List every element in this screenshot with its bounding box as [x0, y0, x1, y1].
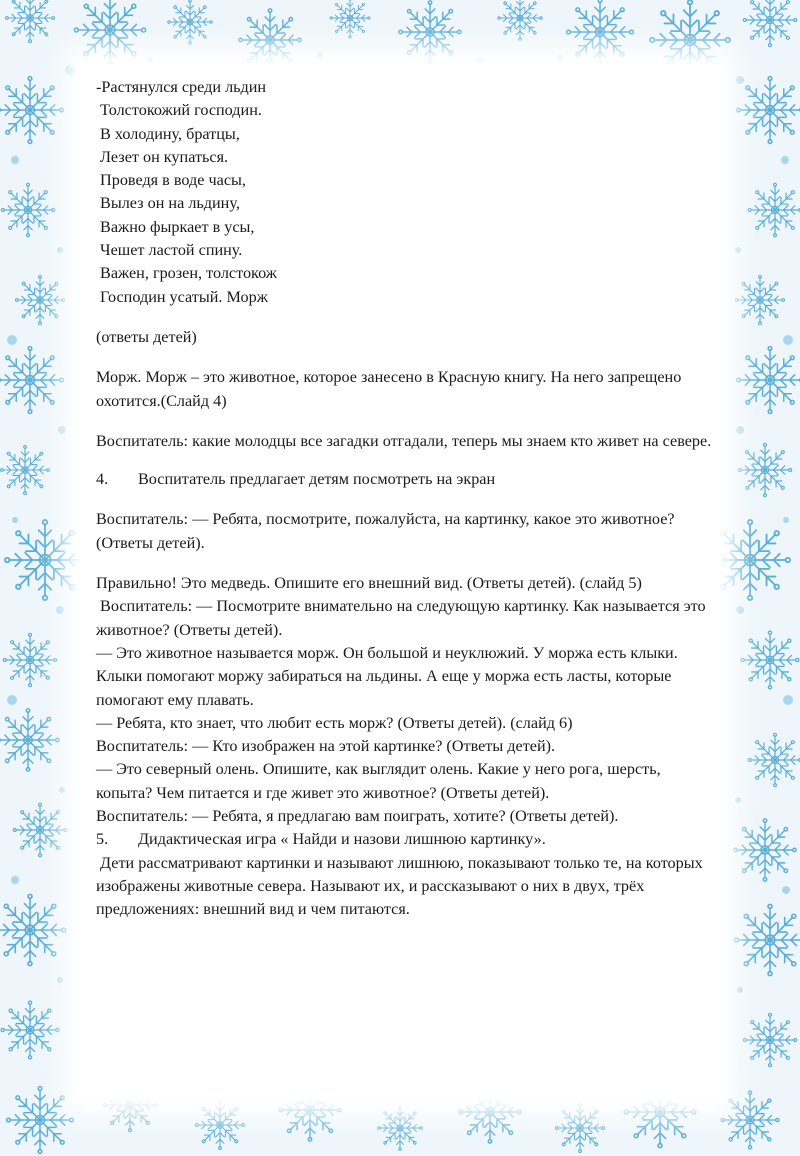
snowflake-icon [399, 1, 461, 63]
snowflake-icon [710, 520, 790, 600]
snowflake-icon [13, 803, 66, 856]
document-content [96, 76, 712, 922]
snow-dot [7, 695, 17, 705]
dialogue-line: — Ребята, кто знает, что любит есть морж? (Ответы детей). (слайд 6) [96, 713, 573, 732]
step-number: 5. [96, 830, 109, 849]
poem-line: -Растянулся среди льдин [96, 78, 267, 96]
snowflake-icon [738, 443, 791, 496]
snowflake-icon [3, 633, 56, 686]
poem-line: Важно фыркает в усы, [96, 217, 255, 236]
snow-dot [11, 876, 19, 884]
snow-dot [57, 247, 63, 253]
dialogue-line: Воспитатель: — Кто изображен на этой картинке? (Ответы детей). [96, 737, 556, 756]
poem-line: Чешет ластой спину. [96, 241, 243, 260]
answers-note: (ответы детей) [96, 327, 197, 346]
step-4 [96, 468, 712, 491]
teacher-riddles-remark: Воспитатель: какие молодцы все загадки отгадали, теперь мы знаем кто живет на севере. [96, 431, 712, 450]
snowflake-icon [741, 631, 799, 689]
snow-dot [735, 797, 741, 803]
snow-dot [783, 335, 793, 345]
poem-line: В холодину, братцы, [96, 124, 240, 143]
snowflake-icon [556, 1104, 605, 1153]
snowflake-icon [743, 1013, 796, 1066]
snow-dot [59, 787, 65, 793]
dialogue-block [96, 572, 712, 828]
snow-dot [781, 156, 789, 164]
snow-dot [783, 695, 793, 705]
poem-line: Лезет он купаться. [96, 147, 229, 166]
dialogue-line: — Это животное называется морж. Он большой и неуклюжий. У моржа есть клыки. Клыки помогают моржу забираться на льдины. А еще у моржа есть ласты, которые помогают ему плавать. [96, 643, 678, 709]
snowflake-icon [1, 446, 50, 495]
poem-line: Господин усатый. Морж [96, 287, 268, 306]
snowflake-icon [16, 276, 65, 325]
teacher-picture-question: Воспитатель: — Ребята, посмотрите, пожалуйста, на картинку, какое это животное?(Ответы детей). [96, 510, 675, 552]
snowflake-icon [168, 0, 213, 44]
snow-dot [317, 52, 323, 58]
poem-line: Вылез он на льдину, [96, 194, 240, 213]
snow-dot [783, 517, 789, 523]
snow-dot [56, 606, 64, 614]
dialogue-line: Воспитатель: — Посмотрите внимательно на следующую картинку. Как называется это животное? (Ответы детей). [96, 597, 710, 639]
snow-dot [65, 65, 75, 75]
snow-dot [557, 55, 563, 61]
snowflake-icon [196, 1101, 245, 1150]
snowflake-icon [239, 9, 301, 71]
snowflake-icon [734, 819, 796, 881]
snowflake-icon [7, 1087, 74, 1154]
snow-dot [782, 886, 790, 894]
snow-dot [737, 987, 743, 993]
step-text: Дидактическая игра « Найди и назови лишнюю картинку». [138, 830, 546, 849]
snow-dot [11, 156, 19, 164]
snowflake-icon [736, 276, 785, 325]
snow-dot [736, 426, 744, 434]
snowflake-icon [1, 1001, 59, 1059]
dialogue-line: — Это северный олень. Опишите, как выглядит олень. Какие у него рога, шерсть, копыта? Чем питается и где живет это животное? (Ответы детей). [96, 760, 661, 802]
snowflake-icon [721, 1091, 779, 1149]
snow-dot [736, 606, 744, 614]
poem-line: Важен, грозен, толстокож [96, 264, 277, 283]
snow-dot [736, 76, 744, 84]
snow-dot [57, 977, 63, 983]
dialogue-line: Правильно! Это медведь. Опишите его внешний вид. (Ответы детей). (слайд 5) [96, 574, 642, 593]
step-5 [96, 828, 712, 851]
snowflake-icon [378, 1106, 423, 1151]
walrus-fact: Морж. Морж – это животное, которое занесено в Красную книгу. На него запрещено охотится.(Слайд 4) [96, 368, 682, 410]
snowflake-icon [5, 520, 85, 600]
snow-dot [147, 57, 153, 63]
snow-dot [7, 335, 17, 345]
snow-dot [735, 247, 741, 253]
step-number: 4. [96, 470, 109, 489]
riddle-poem [96, 76, 712, 309]
poem-line: Проведя в воде часы, [96, 171, 246, 190]
step-text: Воспитатель предлагает детям посмотреть на экран [138, 470, 496, 489]
snowflake-icon [1, 183, 54, 236]
snow-dot [58, 426, 66, 434]
poem-line: Толстокожий господин. [96, 101, 262, 120]
closing-paragraph: Дети рассматривают картинки и называют лишнюю, показывают только те, на которых изображены животные севера. Называют их, и рассказывают о них в двух, трёх предложениях: внешний вид и чем питаются. [96, 853, 707, 919]
dialogue-line: Воспитатель: — Ребята, я предлагаю вам поиграть, хотите? (Ответы детей). [96, 807, 619, 826]
snow-dot [12, 517, 18, 523]
